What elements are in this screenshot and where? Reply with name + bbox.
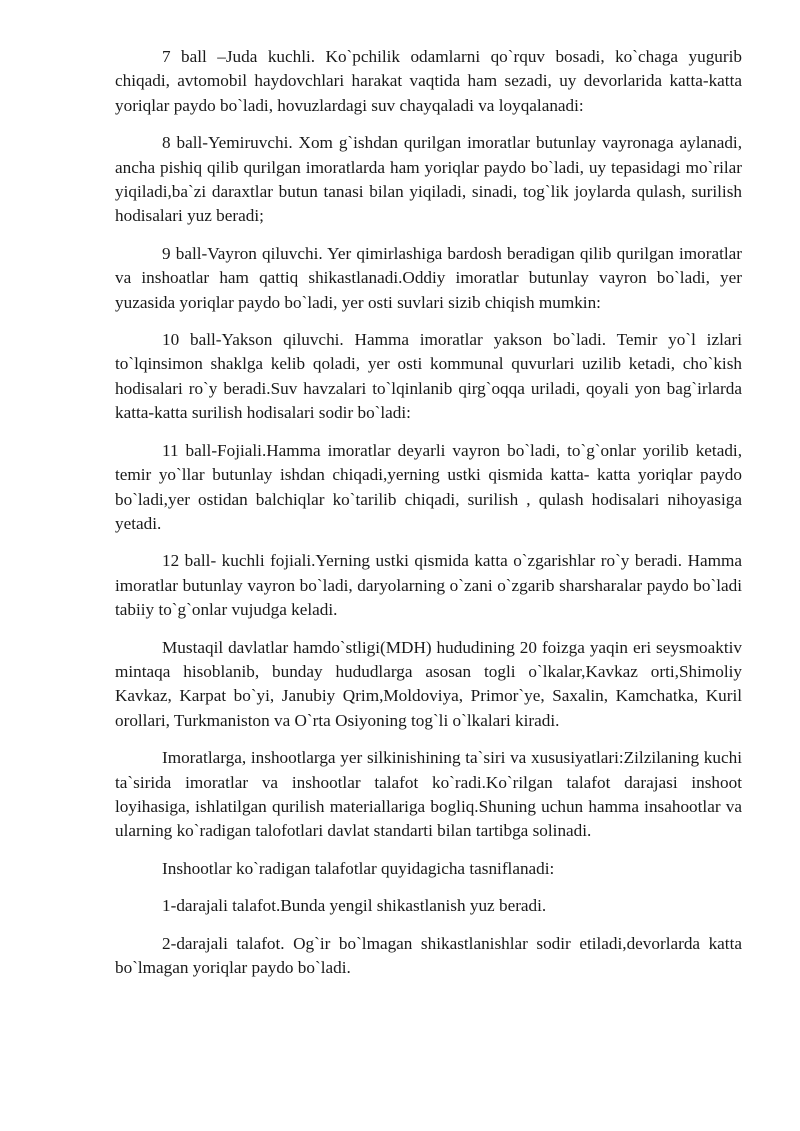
paragraph-mdh-seismic-regions: Mustaqil davlatlar hamdo`stligi(MDH) hududining 20 foizga yaqin eri seysmoaktiv mintaqa hisoblanib, bunday hududlarga asosan togli o`lkalar,Kavkaz orti,Shimoliy Kavkaz, Karpat bo`yi, Janubiy Qrim,Moldoviya, Primor`ye, Saxalin, Kamchatka, Kuril orollari, Turkmaniston va O`rta Osiyoning tog`li o`lkalari kiradi. — [115, 637, 742, 730]
paragraph-damage-classification: Inshootlar ko`radigan talafotlar quyidagicha tasniflanadi: — [162, 858, 555, 878]
paragraph-8-ball: 8 ball-Yemiruvchi. Xom g`ishdan qurilgan imoratlar butunlay vayronaga aylanadi, ancha pishiq qilib qurilgan imoratlarda ham yoriqlar paydo bo`ladi, uy tepasidagi mo`rilar yiqiladi,ba`zi daraxtlar butun tanasi bilan yiqiladi, sinadi, tog`lik joylarda qulash, surilish hodisalari yuz beradi; — [115, 133, 742, 226]
paragraph-9-ball: 9 ball-Vayron qiluvchi. Yer qimirlashiga bardosh beradigan qilib qurilgan imoratlar va inshoatlar ham qattiq shikastlanadi.Oddiy imoratlar butunlay vayron bo`ladi, yer yuzasida yoriqlar paydo bo`ladi, yer osti suvlari sizib chiqish mumkin: — [115, 243, 742, 312]
paragraph-11-ball: 11 ball-Fojiali.Hamma imoratlar deyarli vayron bo`ladi, to`g`onlar yorilib ketadi, temir yo`llar butunlay ishdan chiqadi,yerning ustki qismida katta- katta yoriqlar paydo bo`ladi,yer ostidan balchiqlar ko`tarilib chiqadi, surilish , qulash hodisalari nihoyasiga yetadi. — [115, 440, 742, 533]
paragraph-7-ball: 7 ball –Juda kuchli. Ko`pchilik odamlarni qo`rquv bosadi, ko`chaga yugurib chiqadi, avtomobil haydovchlari harakat vaqtida ham sezadi, uy devorlarida katta-katta yoriqlar paydo bo`ladi, hovuzlardagi suv chayqaladi va loyqalanadi: — [115, 47, 742, 115]
document-page — [115, 45, 742, 993]
paragraph-building-damage: Imoratlarga, inshootlarga yer silkinishining ta`siri va xususiyatlari:Zilzilaning kuchi ta`sirida imoratlar va inshootlar talafot ko`radi.Ko`rilgan talafot darajasi inshoot loyihasiga, ishlatilgan qurilish materiallariga bogliq.Shuning uchun hamma insahootlar va ularning ko`radigan talofotlari davlat standarti bilan tartibga solinadi. — [115, 748, 742, 841]
paragraph-12-ball: 12 ball- kuchli fojiali.Yerning ustki qismida katta o`zgarishlar ro`y beradi. Hamma imoratlar butunlay vayron bo`ladi, daryolarning o`zani o`zgarib sharsharalar paydo bo`ladi tabiiy to`g`onlar vujudga keladi. — [115, 551, 742, 620]
paragraph-damage-level-1: 1-darajali talafot.Bunda yengil shikastlanish yuz beradi. — [162, 896, 547, 916]
paragraph-10-ball: 10 ball-Yakson qiluvchi. Hamma imoratlar yakson bo`ladi. Temir yo`l izlari to`lqinsimon shaklga kelib qoladi, yer osti kommunal quvurlari uzilib ketadi, cho`kish hodisalari ro`y beradi.Suv havzalari to`lqinlanib qirg`oqqa uriladi, qoyali yon bag`irlarda katta-katta surilish hodisalari sodir bo`ladi: — [115, 330, 742, 423]
paragraph-damage-level-2: 2-darajali talafot. Og`ir bo`lmagan shikastlanishlar sodir etiladi,devorlarda katta bo`lmagan yoriqlar paydo bo`ladi. — [115, 933, 742, 977]
